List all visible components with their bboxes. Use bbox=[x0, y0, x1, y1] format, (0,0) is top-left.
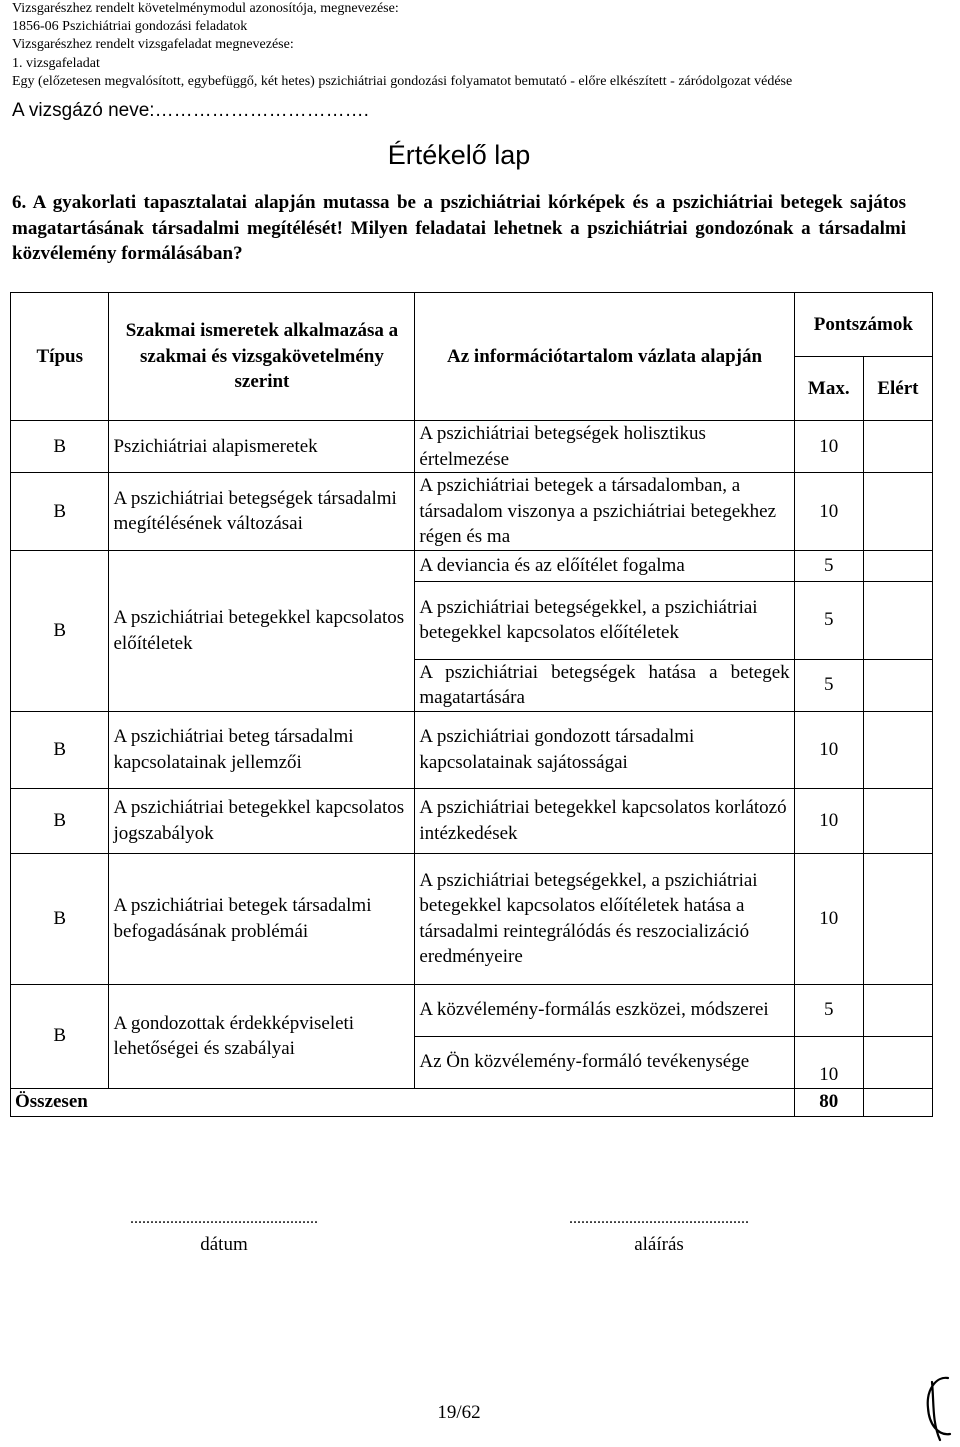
signature-block bbox=[530, 1210, 788, 1256]
date-label: dátum bbox=[200, 1234, 248, 1255]
row-info: A deviancia és az előítélet fogalma bbox=[415, 550, 794, 581]
row-elert[interactable] bbox=[863, 788, 932, 853]
header-tipus: Típus bbox=[11, 293, 109, 421]
table-row bbox=[11, 711, 933, 788]
date-dots[interactable]: ............................................... bbox=[130, 1210, 318, 1227]
row-szakmai: A gondozottak érdekképviseleti lehetőségei és szabályai bbox=[109, 984, 415, 1088]
row-tipus: B bbox=[11, 984, 109, 1088]
row-info: A pszichiátriai gondozott társadalmi kapcsolatainak sajátosságai bbox=[415, 711, 794, 788]
table-row bbox=[11, 550, 933, 581]
header-elert: Elért bbox=[863, 357, 932, 421]
row-elert[interactable] bbox=[863, 659, 932, 711]
total-label: Összesen bbox=[11, 1088, 795, 1116]
row-elert[interactable] bbox=[863, 1036, 932, 1088]
row-info: A pszichiátriai betegségekkel, a pszichiátriai betegekkel kapcsolatos előítéletek bbox=[415, 581, 794, 659]
row-tipus: B bbox=[11, 421, 109, 473]
row-szakmai: A pszichiátriai betegek társadalmi befogadásának problémái bbox=[109, 853, 415, 984]
row-elert[interactable] bbox=[863, 421, 932, 473]
row-max: 5 bbox=[794, 581, 863, 659]
row-tipus: B bbox=[11, 473, 109, 551]
question-text: 6. A gyakorlati tapasztalatai alapján mutassa be a pszichiátriai kórképek és a pszichiátriai betegek sajátos magatartásának társadalmi megítélését! Milyen feladatai lehetnek a pszichiátriai gondozónak a társadalmi közvélemény formálásában? bbox=[12, 192, 906, 264]
row-max: 5 bbox=[794, 659, 863, 711]
row-info: A közvélemény-formálás eszközei, módszerei bbox=[415, 984, 794, 1036]
total-max: 80 bbox=[794, 1088, 863, 1116]
row-elert[interactable] bbox=[863, 581, 932, 659]
row-max: 10 bbox=[794, 421, 863, 473]
row-szakmai: A pszichiátriai beteg társadalmi kapcsolatainak jellemzői bbox=[109, 711, 415, 788]
row-info: A pszichiátriai betegek a társadalomban, a társadalom viszonya a pszichiátriai betegekhez régen és ma bbox=[415, 473, 794, 551]
header-szakmai: Szakmai ismeretek alkalmazása a szakmai és vizsgakövetelmény szerint bbox=[109, 293, 415, 421]
total-elert[interactable] bbox=[863, 1088, 932, 1116]
row-elert[interactable] bbox=[863, 853, 932, 984]
header-line-4: 1. vizsgafeladat bbox=[12, 55, 100, 71]
table-row bbox=[11, 421, 933, 473]
row-info: A pszichiátriai betegségekkel, a pszichiátriai betegekkel kapcsolatos előítéletek hatása a társadalmi reintegrálódás és reszocializáció eredményeire bbox=[415, 853, 794, 984]
row-max: 10 bbox=[794, 853, 863, 984]
row-tipus: B bbox=[11, 711, 109, 788]
header-line-3: Vizsgarészhez rendelt vizsgafeladat megnevezése: bbox=[12, 37, 294, 53]
row-info: Az Ön közvélemény-formáló tevékenysége bbox=[415, 1036, 794, 1088]
table-row bbox=[11, 788, 933, 853]
row-tipus: B bbox=[11, 853, 109, 984]
header-max: Max. bbox=[794, 357, 863, 421]
row-max: 10 bbox=[794, 473, 863, 551]
row-info: A pszichiátriai betegekkel kapcsolatos korlátozó intézkedések bbox=[415, 788, 794, 853]
row-elert[interactable] bbox=[863, 550, 932, 581]
handwritten-mark-icon bbox=[918, 1372, 958, 1444]
header-line-5: Egy (előzetesen megvalósított, egybefüggő, két hetes) pszichiátriai gondozási folyamatot bemutató - előre elkészített - záródolgozat védése bbox=[12, 73, 793, 89]
page-title: Értékelő lap bbox=[387, 140, 531, 170]
table-row bbox=[11, 853, 933, 984]
table-row bbox=[11, 984, 933, 1036]
header-pontszamok: Pontszámok bbox=[794, 293, 932, 357]
row-tipus: B bbox=[11, 550, 109, 711]
header-line-2: 1856-06 Pszichiátriai gondozási feladatok bbox=[12, 19, 248, 35]
row-szakmai: Pszichiátriai alapismeretek bbox=[109, 421, 415, 473]
row-tipus: B bbox=[11, 788, 109, 853]
document-header bbox=[12, 0, 952, 91]
row-elert[interactable] bbox=[863, 473, 932, 551]
evaluation-table bbox=[10, 292, 933, 1117]
row-szakmai: A pszichiátriai betegekkel kapcsolatos előítéletek bbox=[109, 550, 415, 711]
row-max: 5 bbox=[794, 984, 863, 1036]
header-info: Az információtartalom vázlata alapján bbox=[415, 293, 794, 421]
page-number: 19/62 bbox=[437, 1402, 481, 1423]
row-max: 10 bbox=[794, 711, 863, 788]
row-elert[interactable] bbox=[863, 984, 932, 1036]
row-info: A pszichiátriai betegségek holisztikus értelmezése bbox=[415, 421, 794, 473]
row-max: 5 bbox=[794, 550, 863, 581]
table-row bbox=[11, 473, 933, 551]
candidate-name-line: A vizsgázó neve:……………………………. bbox=[12, 100, 369, 121]
row-info: A pszichiátriai betegségek hatása a betegek magatartására bbox=[415, 659, 794, 711]
header-line-1: Vizsgarészhez rendelt követelménymodul azonosítója, megnevezése: bbox=[12, 1, 399, 16]
signature-dots[interactable]: ............................................. bbox=[569, 1210, 749, 1227]
date-signature-block bbox=[95, 1210, 353, 1256]
row-max: 10 bbox=[794, 1036, 863, 1088]
signature-label: aláírás bbox=[634, 1234, 684, 1255]
row-elert[interactable] bbox=[863, 711, 932, 788]
total-row bbox=[11, 1088, 933, 1116]
row-szakmai: A pszichiátriai betegségek társadalmi megítélésének változásai bbox=[109, 473, 415, 551]
row-szakmai: A pszichiátriai betegekkel kapcsolatos jogszabályok bbox=[109, 788, 415, 853]
page-title-wrap bbox=[0, 140, 960, 171]
row-max: 10 bbox=[794, 788, 863, 853]
